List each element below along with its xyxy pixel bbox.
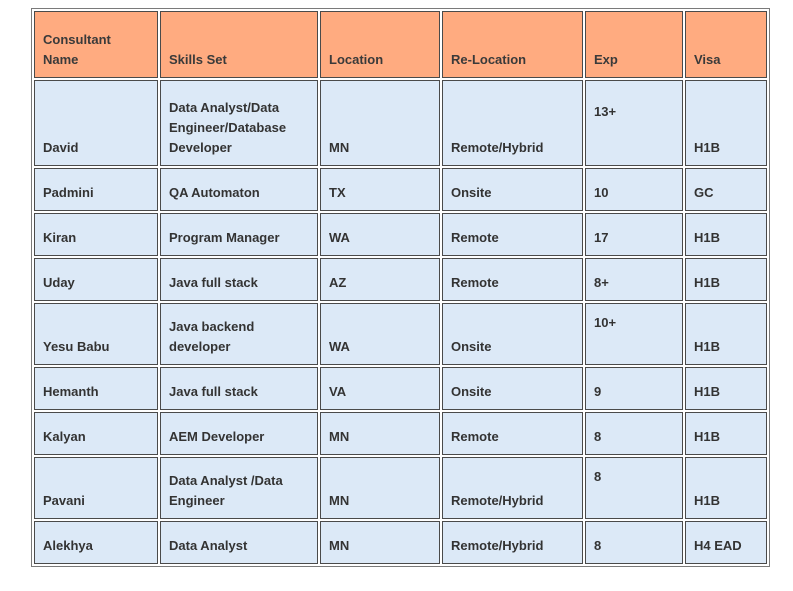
cell-location: MN (320, 521, 440, 564)
cell-exp: 13+ (585, 80, 683, 166)
cell-exp: 8 (585, 457, 683, 519)
cell-name: Kiran (34, 213, 158, 256)
table-row (34, 412, 767, 455)
cell-skills: QA Automaton (160, 168, 318, 211)
table-header (34, 11, 767, 78)
cell-skills: Program Manager (160, 213, 318, 256)
cell-visa: GC (685, 168, 767, 211)
header-visa: Visa (685, 11, 767, 78)
cell-exp: 10 (585, 168, 683, 211)
cell-visa: H4 EAD (685, 521, 767, 564)
header-location: Location (320, 11, 440, 78)
table-body (34, 80, 767, 564)
cell-relocation: Onsite (442, 168, 583, 211)
cell-relocation: Onsite (442, 303, 583, 365)
cell-exp: 10+ (585, 303, 683, 365)
cell-location: MN (320, 80, 440, 166)
cell-location: WA (320, 213, 440, 256)
header-re-location: Re-Location (442, 11, 583, 78)
table-row (34, 80, 767, 166)
cell-relocation: Remote (442, 258, 583, 301)
cell-location: MN (320, 412, 440, 455)
table-row (34, 521, 767, 564)
header-row (34, 11, 767, 78)
table-row (34, 303, 767, 365)
cell-relocation: Remote/Hybrid (442, 521, 583, 564)
header-skills-set: Skills Set (160, 11, 318, 78)
cell-exp: 8+ (585, 258, 683, 301)
table-row (34, 258, 767, 301)
cell-name: Hemanth (34, 367, 158, 410)
cell-name: Uday (34, 258, 158, 301)
cell-skills: Data Analyst/Data Engineer/Database Developer (160, 80, 318, 166)
cell-visa: H1B (685, 303, 767, 365)
cell-skills: Data Analyst (160, 521, 318, 564)
cell-name: Pavani (34, 457, 158, 519)
cell-visa: H1B (685, 367, 767, 410)
cell-location: TX (320, 168, 440, 211)
cell-exp: 9 (585, 367, 683, 410)
cell-relocation: Remote (442, 412, 583, 455)
cell-location: MN (320, 457, 440, 519)
cell-exp: 17 (585, 213, 683, 256)
cell-name: Alekhya (34, 521, 158, 564)
header-exp: Exp (585, 11, 683, 78)
table-row (34, 367, 767, 410)
cell-skills: Java backend developer (160, 303, 318, 365)
cell-visa: H1B (685, 213, 767, 256)
cell-visa: H1B (685, 412, 767, 455)
cell-exp: 8 (585, 412, 683, 455)
consultant-table (31, 8, 770, 567)
cell-relocation: Remote (442, 213, 583, 256)
cell-relocation: Remote/Hybrid (442, 457, 583, 519)
cell-location: AZ (320, 258, 440, 301)
cell-name: David (34, 80, 158, 166)
table-row (34, 457, 767, 519)
header-consultant-name: Consultant Name (34, 11, 158, 78)
cell-skills: AEM Developer (160, 412, 318, 455)
cell-relocation: Onsite (442, 367, 583, 410)
cell-visa: H1B (685, 80, 767, 166)
cell-skills: Java full stack (160, 367, 318, 410)
table-row (34, 168, 767, 211)
cell-name: Padmini (34, 168, 158, 211)
cell-name: Yesu Babu (34, 303, 158, 365)
table-row (34, 213, 767, 256)
cell-name: Kalyan (34, 412, 158, 455)
cell-skills: Java full stack (160, 258, 318, 301)
cell-skills: Data Analyst /Data Engineer (160, 457, 318, 519)
cell-location: VA (320, 367, 440, 410)
cell-location: WA (320, 303, 440, 365)
cell-visa: H1B (685, 457, 767, 519)
cell-exp: 8 (585, 521, 683, 564)
cell-visa: H1B (685, 258, 767, 301)
cell-relocation: Remote/Hybrid (442, 80, 583, 166)
